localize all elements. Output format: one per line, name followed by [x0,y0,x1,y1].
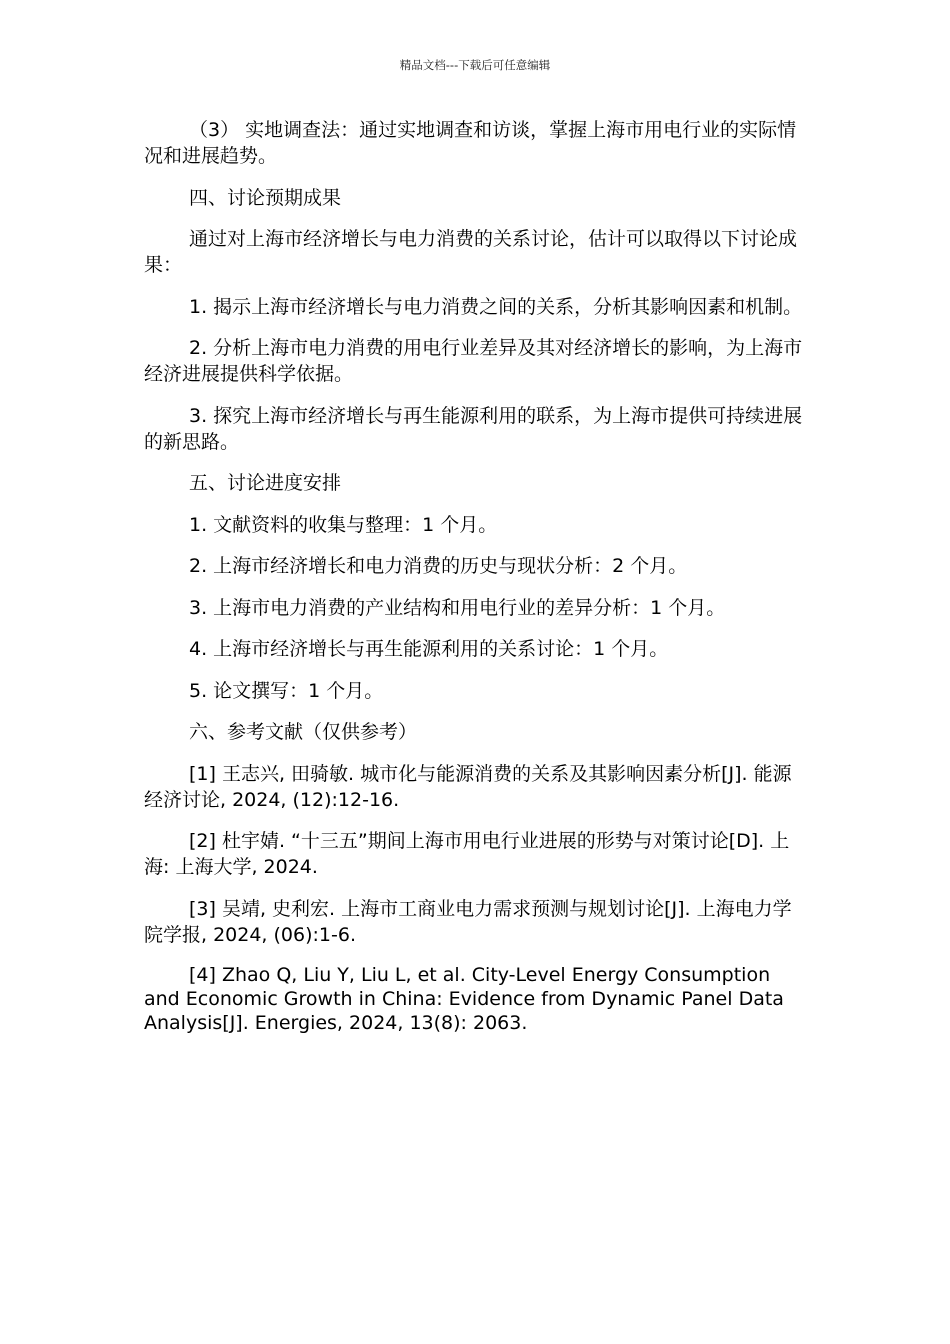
outcome-1: 1. 揭示上海市经济增长与电力消费之间的关系，分析其影响因素和机制。 [189,295,803,318]
section-5-heading: 五、讨论进度安排 [189,472,342,494]
section-6-heading: 六、参考文献（仅供参考） [189,721,418,743]
outcome-3: 3. 探究上海市经济增长与再生能源利用的联系，为上海市提供可持续进展的新思路。 [144,404,803,453]
section-4-heading: 四、讨论预期成果 [189,186,342,209]
outcome-2: 2. 分析上海市电力消费的用电行业差异及其对经济增长的影响，为上海市经济进展提供科学依据。 [144,337,803,385]
document-body [144,117,810,1051]
schedule-item-5: 5. 论文撰写：1 个月。 [189,679,384,702]
reference-4: [4] Zhao Q, Liu Y, Liu L, et al. City-Level Energy Consumption and Economic Growth in China: Evidence from Dynamic Panel Data Analysis[J]. Energies, 2024, 13(8): 2063. [144,964,784,1034]
schedule-item-3: 3. 上海市电力消费的产业结构和用电行业的差异分析：1 个月。 [189,596,726,619]
schedule-item-1: 1. 文献资料的收集与整理：1 个月。 [189,513,498,536]
page-header: 精品文档---下载后可任意编辑 [399,58,551,72]
reference-3: [3] 吴靖, 史利宏. 上海市工商业电力需求预测与规划讨论[J]. 上海电力学院学报, 2024, (06):1-6. [144,897,792,946]
schedule-item-2: 2. 上海市经济增长和电力消费的历史与现状分析：2 个月。 [189,555,688,577]
schedule-item-4: 4. 上海市经济增长与再生能源利用的关系讨论：1 个月。 [189,638,669,660]
method-field-survey: （3） 实地调查法：通过实地调查和访谈，掌握上海市用电行业的实际情况和进展趋势。 [144,119,797,167]
reference-1: [1] 王志兴, 田骑敏. 城市化与能源消费的关系及其影响因素分析[J]. 能源经济讨论, 2024, (12):12-16. [144,762,792,811]
section-4-intro: 通过对上海市经济增长与电力消费的关系讨论，估计可以取得以下讨论成果： [144,228,798,276]
reference-2: [2] 杜宇婧. “十三五”期间上海市用电行业进展的形势与对策讨论[D]. 上海: 上海大学, 2024. [144,830,790,878]
